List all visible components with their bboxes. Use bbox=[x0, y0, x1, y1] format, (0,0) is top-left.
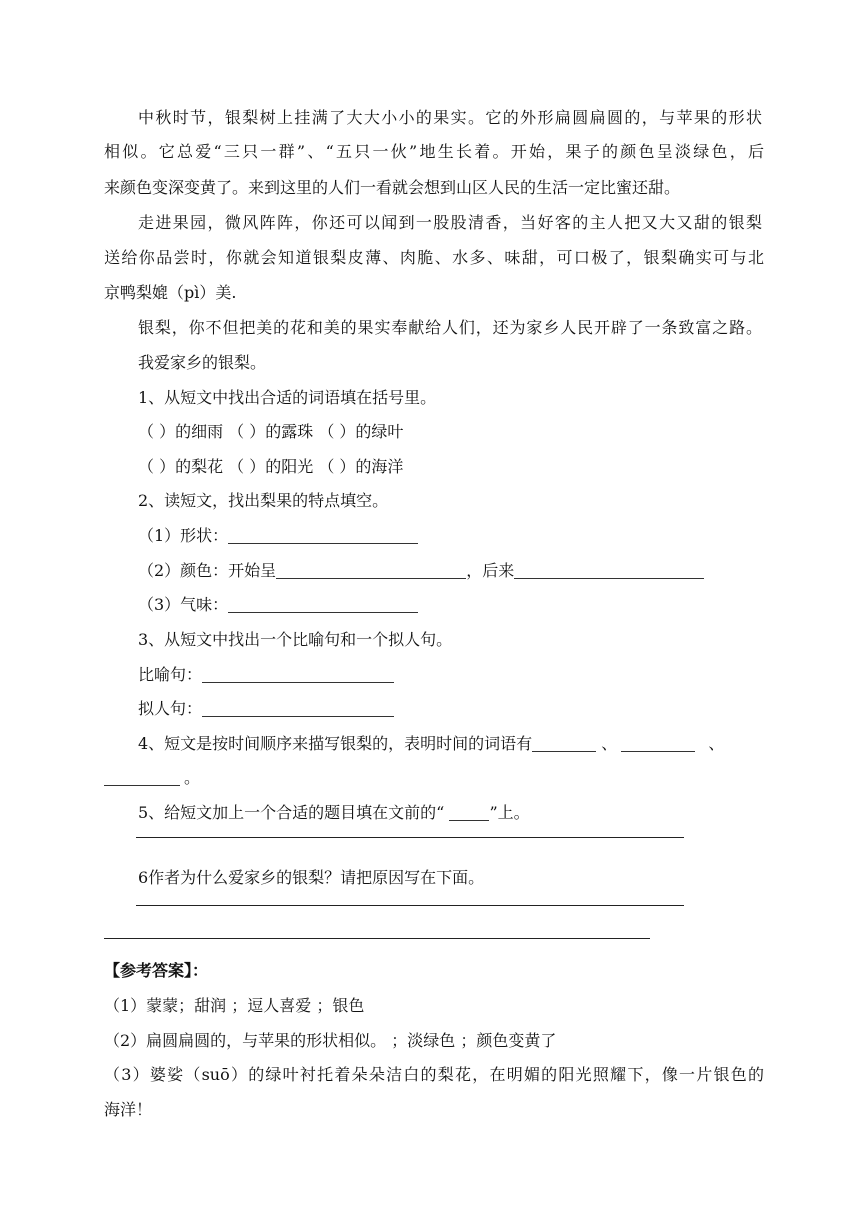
passage-p2-line3: 京鸭梨媲（pì）美. bbox=[104, 283, 237, 302]
question-2-color-mid: ，后来 bbox=[466, 561, 515, 580]
question-6-answer-line-2[interactable] bbox=[104, 938, 650, 939]
passage-p1-line2: 相似。它总爱“三只一群”、“五只一伙”地生长着。开始，果子的颜色呈淡绿色，后 bbox=[104, 142, 764, 161]
question-2-shape bbox=[138, 524, 798, 548]
question-2-color bbox=[138, 559, 798, 583]
answer-2: （2）扁圆扁圆的，与苹果的形状相似。 ；淡绿色 ；颜色变黄了 bbox=[104, 1031, 557, 1050]
question-5-pre: 5、给短文加上一个合适的题目填在文前的“ bbox=[138, 803, 450, 822]
question-6: 6作者为什么爱家乡的银梨？请把原因写在下面。 bbox=[138, 868, 485, 887]
passage-p2-line2: 送给你品尝时，你就会知道银梨皮薄、肉脆、水多、味甜，可口极了，银梨确实可与北 bbox=[104, 248, 764, 267]
passage-p1-line3: 来颜色变深变黄了。来到这里的人们一看就会想到山区人民的生活一定比蜜还甜。 bbox=[104, 178, 681, 197]
time-word-blank-2[interactable] bbox=[621, 735, 695, 752]
answer-1: （1）蒙蒙；甜润 ；逗人喜爱 ；银色 bbox=[104, 996, 365, 1015]
answers-heading: 【参考答案】： bbox=[104, 961, 209, 980]
answer-3-line2: 海洋！ bbox=[104, 1100, 153, 1119]
time-word-blank-3[interactable] bbox=[104, 769, 180, 786]
answer-3-line1: （3）婆娑（suō）的绿叶衬托着朵朵洁白的梨花，在明媚的阳光照耀下，像一片银色的 bbox=[104, 1065, 764, 1084]
question-5-answer-line[interactable] bbox=[136, 837, 684, 838]
passage-p3: 银梨，你不但把美的花和美的果实奉献给人们，还为家乡人民开辟了一条致富之路。 bbox=[138, 318, 762, 337]
question-1-row-1: （ ）的细雨 （ ）的露珠 （ ）的绿叶 bbox=[138, 422, 404, 441]
question-2-smell bbox=[138, 593, 798, 617]
question-4-separator-1: 、 bbox=[601, 734, 618, 753]
personification-answer-blank[interactable] bbox=[202, 700, 394, 717]
passage-p2-line1: 走进果园，微风阵阵，你还可以闻到一股股清香，当好客的主人把又大又甜的银梨 bbox=[138, 213, 762, 232]
question-1-row-2: （ ）的梨花 （ ）的阳光 （ ）的海洋 bbox=[138, 457, 404, 476]
color-later-blank[interactable] bbox=[514, 562, 704, 579]
question-3-metaphor bbox=[138, 663, 798, 687]
title-blank[interactable] bbox=[449, 804, 489, 821]
question-4-end: 。 bbox=[184, 768, 201, 787]
smell-answer-blank[interactable] bbox=[228, 596, 418, 613]
question-4-text: 4、短文是按时间顺序来描写银梨的，表明时间的词语有 bbox=[138, 734, 533, 753]
personification-label: 拟人句： bbox=[138, 699, 203, 718]
question-2-smell-label: （3）气味： bbox=[138, 595, 229, 614]
color-start-blank[interactable] bbox=[276, 562, 466, 579]
question-6-answer-line[interactable] bbox=[136, 905, 684, 906]
question-5 bbox=[138, 801, 798, 825]
passage-p4: 我爱家乡的银梨。 bbox=[138, 353, 267, 372]
passage-p1-line1: 中秋时节，银梨树上挂满了大大小小的果实。它的外形扁圆扁圆的，与苹果的形状 bbox=[138, 108, 762, 127]
question-4-line2 bbox=[104, 766, 764, 790]
question-2: 2、读短文，找出梨果的特点填空。 bbox=[138, 491, 389, 510]
question-4 bbox=[138, 732, 798, 756]
question-2-color-label: （2）颜色：开始呈 bbox=[138, 561, 277, 580]
shape-answer-blank[interactable] bbox=[228, 527, 418, 544]
question-3-personification bbox=[138, 697, 798, 721]
question-4-separator-2: 、 bbox=[708, 734, 725, 753]
question-2-shape-label: （1）形状： bbox=[138, 526, 229, 545]
metaphor-answer-blank[interactable] bbox=[202, 666, 394, 683]
question-1: 1、从短文中找出合适的词语填在括号里。 bbox=[138, 388, 437, 407]
question-3: 3、从短文中找出一个比喻句和一个拟人句。 bbox=[138, 630, 453, 649]
question-5-post: ”上。 bbox=[489, 803, 530, 822]
time-word-blank-1[interactable] bbox=[532, 735, 596, 752]
metaphor-label: 比喻句： bbox=[138, 665, 203, 684]
